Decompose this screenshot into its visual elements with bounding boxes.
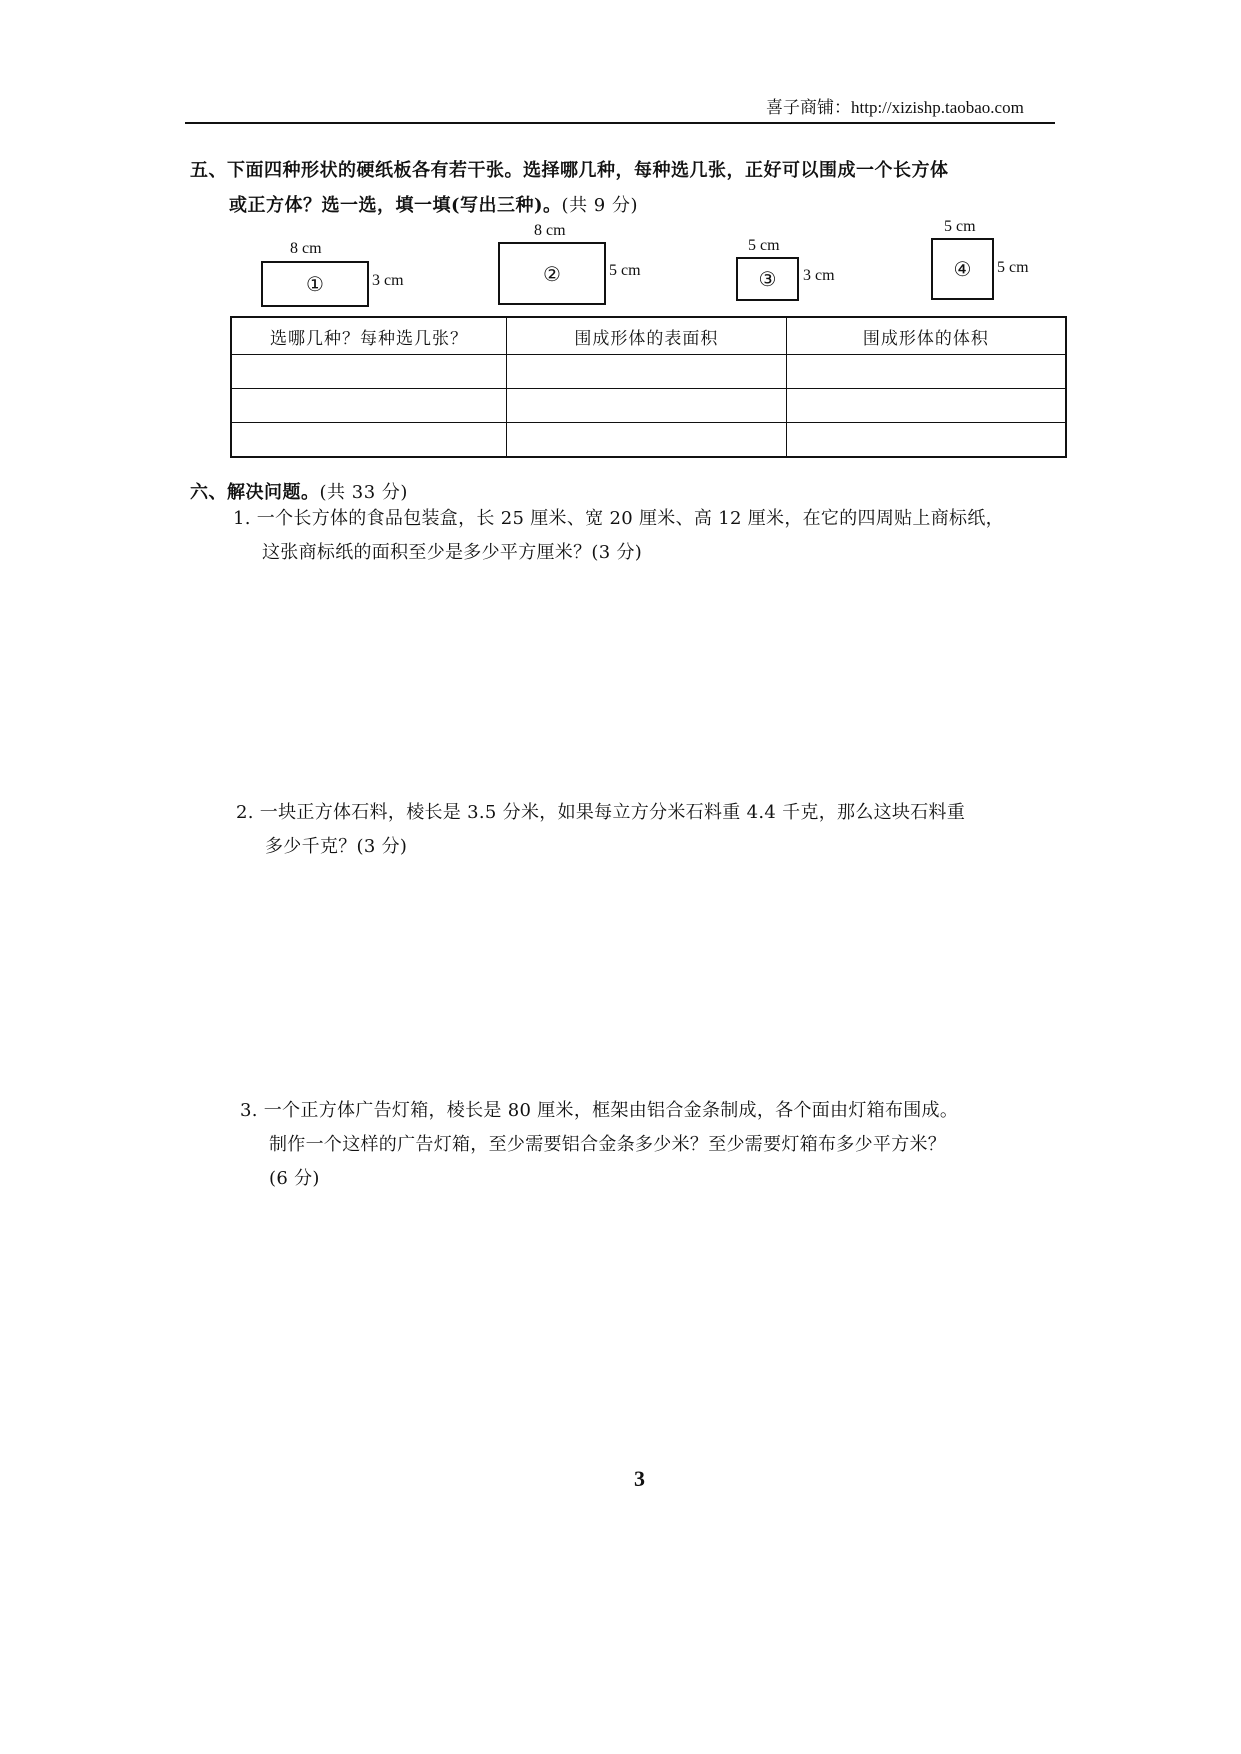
shape1-number: ①: [306, 272, 324, 296]
section6-title-text: 六、解决问题。: [190, 482, 320, 503]
answer-table-row: [231, 355, 1066, 389]
question2-line2: 多少千克？(3 分): [265, 836, 408, 857]
answer-cell-surface-area[interactable]: [507, 389, 787, 423]
shape2-rectangle: [498, 242, 606, 305]
column-header-surface-area: 围成形体的表面积: [507, 317, 787, 355]
shape4-number: ④: [953, 257, 972, 281]
question3-line1: 3. 一个正方体广告灯箱，棱长是 80 厘米，框架由铝合金条制成，各个面由灯箱布围成。: [240, 1100, 959, 1121]
shape2-height-label: 5 cm: [609, 262, 641, 279]
page-number: 3: [634, 1466, 645, 1491]
shape1-rectangle: [261, 261, 369, 307]
answer-table: [230, 316, 1067, 458]
header-divider: [185, 122, 1055, 124]
shape4-square: [931, 238, 994, 300]
question3-line2: 制作一个这样的广告灯箱，至少需要铝合金条多少米？至少需要灯箱布多少平方米？: [269, 1134, 947, 1155]
section5-title-line2-text: 或正方体？选一选，填一填(写出三种)。: [229, 195, 562, 216]
question1-line2: 这张商标纸的面积至少是多少平方厘米？(3 分): [262, 542, 643, 563]
column-header-choice: 选哪几种？每种选几张？: [231, 317, 507, 355]
section5-title-line2: [229, 191, 638, 217]
shop-header: 喜子商铺：http://xizishp.taobao.com: [766, 98, 1024, 117]
answer-cell-choice[interactable]: [231, 423, 507, 458]
section5-title-line1: 五、下面四种形状的硬纸板各有若干张。选择哪几种，每种选几张，正好可以围成一个长方体: [190, 160, 949, 181]
answer-cell-choice[interactable]: [231, 389, 507, 423]
question2-line1: 2. 一块正方体石料，棱长是 3.5 分米，如果每立方分米石料重 4.4 千克，那么这块石料重: [236, 802, 966, 823]
answer-cell-volume[interactable]: [786, 389, 1066, 423]
shape3-width-label: 5 cm: [748, 237, 780, 254]
answer-cell-surface-area[interactable]: [507, 423, 787, 458]
answer-cell-choice[interactable]: [231, 355, 507, 389]
answer-cell-surface-area[interactable]: [507, 355, 787, 389]
answer-table-row: [231, 389, 1066, 423]
question3-line3: (6 分): [269, 1168, 320, 1189]
section6-score: (共 33 分): [319, 482, 408, 503]
shape1-width-label: 8 cm: [290, 240, 322, 257]
answer-cell-volume[interactable]: [786, 355, 1066, 389]
shape2-number: ②: [543, 261, 561, 286]
shape3-rectangle: [736, 257, 799, 301]
shape1-height-label: 3 cm: [372, 272, 404, 289]
section5-score: (共 9 分): [561, 195, 638, 216]
column-header-volume: 围成形体的体积: [786, 317, 1066, 355]
answer-cell-volume[interactable]: [786, 423, 1066, 458]
answer-table-header-row: [231, 317, 1066, 355]
shape4-width-label: 5 cm: [944, 218, 976, 235]
answer-table-row: [231, 423, 1066, 458]
question1-line1: 1. 一个长方体的食品包装盒，长 25 厘米、宽 20 厘米、高 12 厘米，在它的四周贴上商标纸，: [233, 508, 1004, 529]
shape4-height-label: 5 cm: [997, 259, 1029, 276]
shape3-height-label: 3 cm: [803, 267, 835, 284]
shape2-width-label: 8 cm: [534, 222, 566, 239]
shape3-number: ③: [758, 267, 777, 291]
section6-title: [190, 478, 408, 504]
